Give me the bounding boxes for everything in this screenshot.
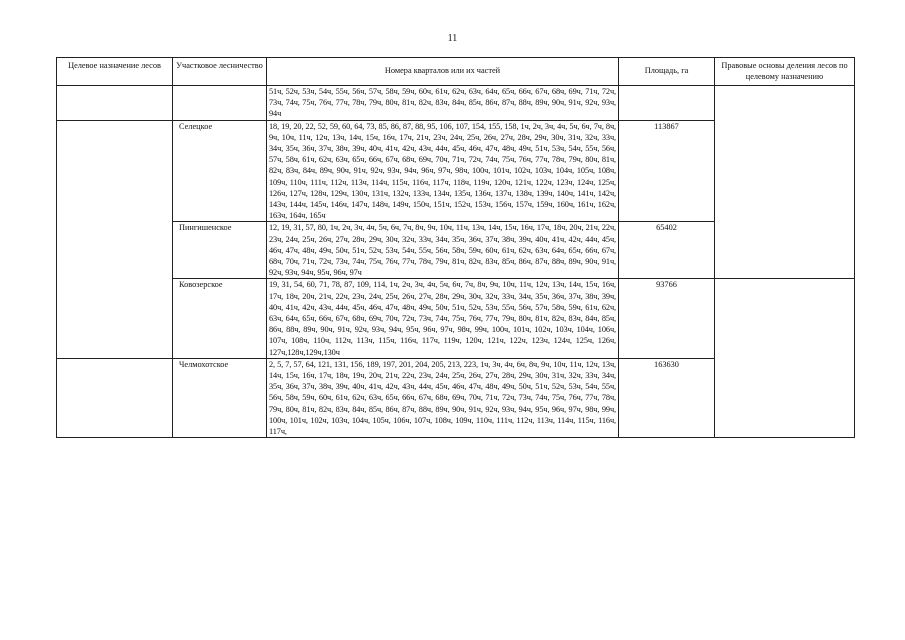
table-row: [57, 279, 855, 358]
legal-basis-cell: [715, 279, 855, 438]
header-legal-basis: Правовые основы деления лесов по целевому назначению: [715, 58, 855, 86]
quarter-numbers: 51ч, 52ч, 53ч, 54ч, 55ч, 56ч, 57ч, 58ч, 59ч, 60ч, 61ч, 62ч, 63ч, 64ч, 65ч, 66ч, 67ч, 68ч, 69ч, 71ч, 72ч, 73ч, 74ч, 75ч, 76ч, 77ч, 78ч, 79ч, 80ч, 81ч, 82ч, 83ч, 84ч, 85ч, 86ч, 87ч, 88ч, 89ч, 90ч, 91ч, 92ч, 93ч, 94ч: [267, 86, 619, 121]
area-value: [619, 86, 715, 121]
forestry-name: Пингишенское: [173, 222, 267, 279]
forestry-name: Селецкое: [173, 120, 267, 222]
area-value: 113867: [619, 120, 715, 222]
area-value: 163630: [619, 358, 715, 437]
header-quarters: Номера кварталов или их частей: [267, 58, 619, 86]
header-forestry: Участковое лесничество: [173, 58, 267, 86]
purpose-cell: [57, 120, 173, 358]
legal-basis-cell: [715, 86, 855, 279]
forestry-name: Ковозерское: [173, 279, 267, 358]
header-area: Площадь, га: [619, 58, 715, 86]
quarter-numbers: 12, 19, 31, 57, 80, 1ч, 2ч, 3ч, 4ч, 5ч, 6ч, 7ч, 8ч, 9ч, 10ч, 11ч, 13ч, 14ч, 15ч, 16ч, 17ч, 18ч, 20ч, 21ч, 22ч, 23ч, 24ч, 25ч, 26ч, 27ч, 28ч, 29ч, 30ч, 32ч, 33ч, 34ч, 35ч, 36ч, 37ч, 38ч, 39ч, 40ч, 41ч, 42ч, 44ч, 45ч, 46ч, 47ч, 48ч, 49ч, 50ч, 51ч, 52ч, 53ч, 54ч, 55ч, 56ч, 58ч, 59ч, 60ч, 61ч, 62ч, 63ч, 64ч, 65ч, 66ч, 67ч, 68ч, 70ч, 71ч, 72ч, 73ч, 74ч, 75ч, 76ч, 77ч, 78ч, 79ч, 81ч, 82ч, 83ч, 85ч, 86ч, 87ч, 88ч, 89ч, 90ч, 91ч, 92ч, 93ч, 94ч, 95ч, 96ч, 97ч: [267, 222, 619, 279]
forestry-name: Челмохотское: [173, 358, 267, 437]
table-row: [57, 86, 855, 121]
forestry-name: [173, 86, 267, 121]
quarter-numbers: 18, 19, 20, 22, 52, 59, 60, 64, 73, 85, 86, 87, 88, 95, 106, 107, 154, 155, 158, 1ч, 2ч, 3ч, 4ч, 5ч, 6ч, 7ч, 8ч, 9ч, 10ч, 11ч, 12ч, 13ч, 14ч, 15ч, 16ч, 17ч, 21ч, 23ч, 24ч, 25ч, 26ч, 27ч, 28ч, 29ч, 30ч, 31ч, 32ч, 33ч, 34ч, 35ч, 36ч, 37ч, 38ч, 39ч, 40ч, 41ч, 42ч, 43ч, 44ч, 45ч, 46ч, 47ч, 48ч, 49ч, 51ч, 53ч, 54ч, 55ч, 56ч, 57ч, 58ч, 61ч, 62ч, 63ч, 65ч, 66ч, 67ч, 68ч, 69ч, 70ч, 71ч, 72ч, 74ч, 75ч, 76ч, 77ч, 78ч, 79ч, 80ч, 81ч, 82ч, 83ч, 84ч, 89ч, 90ч, 91ч, 92ч, 93ч, 94ч, 96ч, 97ч, 98ч, 100ч, 101ч, 102ч, 103ч, 104ч, 105ч, 108ч, 109ч, 110ч, 111ч, 112ч, 113ч, 114ч, 115ч, 116ч, 117ч, 118ч, 119ч, 120ч, 121ч, 122ч, 123ч, 124ч, 125ч, 126ч, 127ч, 128ч, 129ч, 130ч, 131ч, 132ч, 133ч, 134ч, 135ч, 136ч, 137ч, 138ч, 139ч, 140ч, 141ч, 142ч, 143ч, 144ч, 145ч, 146ч, 147ч, 148ч, 149ч, 150ч, 151ч, 152ч, 153ч, 156ч, 157ч, 159ч, 160ч, 161ч, 162ч, 163ч, 164ч, 165ч: [267, 120, 619, 222]
table-header-row: [57, 58, 855, 86]
quarter-numbers: 19, 31, 54, 60, 71, 78, 87, 109, 114, 1ч, 2ч, 3ч, 4ч, 5ч, 6ч, 7ч, 8ч, 9ч, 10ч, 11ч, 12ч, 13ч, 14ч, 15ч, 16ч, 17ч, 18ч, 20ч, 21ч, 22ч, 23ч, 24ч, 25ч, 26ч, 27ч, 28ч, 29ч, 30ч, 32ч, 33ч, 34ч, 35ч, 36ч, 37ч, 38ч, 39ч, 40ч, 41ч, 42ч, 43ч, 44ч, 45ч, 46ч, 47ч, 48ч, 49ч, 50ч, 51ч, 52ч, 53ч, 55ч, 56ч, 57ч, 58ч, 59ч, 61ч, 62ч, 63ч, 64ч, 65ч, 66ч, 67ч, 68ч, 69ч, 70ч, 72ч, 73ч, 74ч, 75ч, 76ч, 77ч, 79ч, 80ч, 81ч, 82ч, 83ч, 84ч, 85ч, 86ч, 88ч, 89ч, 90ч, 91ч, 92ч, 93ч, 94ч, 95ч, 96ч, 97ч, 98ч, 99ч, 100ч, 101ч, 102ч, 103ч, 104ч, 106ч, 107ч, 108ч, 110ч, 112ч, 113ч, 115ч, 116ч, 117ч, 119ч, 120ч, 121ч, 122ч, 123ч, 124ч, 125ч, 126ч, 127ч,128ч,129ч,130ч: [267, 279, 619, 358]
forest-division-table: [56, 57, 855, 438]
page-number: 11: [447, 33, 458, 44]
area-value: 65402: [619, 222, 715, 279]
header-purpose: Целевое назначение лесов: [57, 58, 173, 86]
area-value: 93766: [619, 279, 715, 358]
purpose-cell: [57, 86, 173, 121]
quarter-numbers: 2, 5, 7, 57, 64, 121, 131, 156, 189, 197, 201, 204, 205, 213, 223, 1ч, 3ч, 4ч, 6ч, 8ч, 9ч, 10ч, 11ч, 12ч, 13ч, 14ч, 15ч, 16ч, 17ч, 18ч, 19ч, 20ч, 21ч, 22ч, 23ч, 24ч, 25ч, 26ч, 27ч, 28ч, 29ч, 30ч, 31ч, 32ч, 33ч, 34ч, 35ч, 36ч, 37ч, 38ч, 39ч, 40ч, 41ч, 42ч, 43ч, 44ч, 45ч, 46ч, 47ч, 48ч, 49ч, 50ч, 51ч, 52ч, 53ч, 54ч, 55ч, 56ч, 58ч, 59ч, 60ч, 61ч, 62ч, 63ч, 65ч, 66ч, 67ч, 68ч, 69ч, 70ч, 71ч, 72ч, 73ч, 74ч, 75ч, 76ч, 77ч, 78ч, 79ч, 80ч, 81ч, 82ч, 83ч, 84ч, 85ч, 86ч, 87ч, 88ч, 89ч, 90ч, 91ч, 92ч, 93ч, 94ч, 95ч, 96ч, 97ч, 98ч, 99ч, 100ч, 101ч, 102ч, 103ч, 104ч, 105ч, 106ч, 107ч, 108ч, 109ч, 110ч, 111ч, 112ч, 113ч, 114ч, 115ч, 116ч, 117ч,: [267, 358, 619, 437]
purpose-cell: [57, 358, 173, 437]
